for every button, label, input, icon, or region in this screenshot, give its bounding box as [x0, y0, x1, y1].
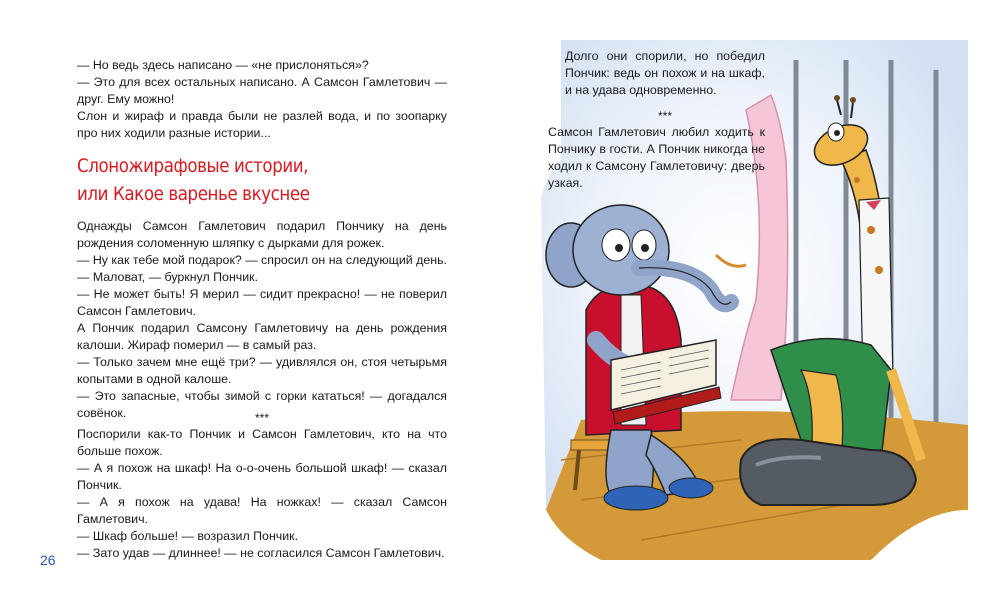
- right-text-block-2: [548, 124, 765, 192]
- section-separator: ***: [657, 109, 672, 123]
- paragraph: — Шкаф больше! — возразил Пончик.: [77, 529, 299, 543]
- paragraph: А Пончик подарил Самсону Гамлетовичу на день рождения калоши. Жираф померил — в самый раз.: [77, 321, 447, 352]
- chapter-title-line-2: или Какое варенье вкуснее: [77, 184, 310, 205]
- paragraph: — Это запасные, чтобы зимой с горки кататься! — догадался совёнок.: [77, 389, 447, 420]
- paragraph: — Только зачем мне ещё три? — удивлялся он, стоя четырьмя копытами в одной калоше.: [77, 355, 447, 386]
- right-text-block: [565, 48, 765, 99]
- paragraph: — Маловат, — буркнул Пончик.: [77, 270, 259, 284]
- paragraph: — Не может быть! Я мерил — сидит прекрасно! — не поверил Самсон Гамлетович.: [77, 287, 447, 318]
- page-number: 26: [40, 552, 56, 568]
- paragraph: — Ну как тебе мой подарок? — спросил он на следующий день.: [77, 253, 447, 267]
- chapter-title: [77, 153, 377, 209]
- paragraph: Однажды Самсон Гамлетович подарил Пончику на день рождения соломенную шляпку с дырками для рожек.: [77, 219, 447, 250]
- paragraph: Поспорили как-то Пончик и Самсон Гамлетович, кто на что больше похож.: [77, 427, 447, 458]
- paragraph: — А я похож на удава! На ножках! — сказал Самсон Гамлетович.: [77, 495, 447, 526]
- story-one-block: [77, 218, 447, 422]
- paragraph: — А я похож на шкаф! На о-о-очень большой шкаф! — сказал Пончик.: [77, 461, 447, 492]
- paragraph: — Зато удав — длиннее! — не согласился Самсон Гамлетович.: [77, 546, 445, 560]
- paragraph: — Но ведь здесь написано — «не прислоняться»?: [77, 58, 369, 72]
- section-separator: ***: [254, 411, 269, 425]
- chapter-title-line-1: Слоножирафовые истории,: [77, 156, 309, 177]
- story-two-block: [77, 426, 447, 562]
- paragraph: Самсон Гамлетович любил ходить к Пончику в гости. А Пончик никогда не ходил к Самсону Гамлетовичу: дверь узкая.: [548, 125, 765, 190]
- paragraph: Долго они спорили, но победил Пончик: ведь он похож и на шкаф, и на удава одновременно.: [565, 49, 765, 97]
- paragraph: — Это для всех остальных написано. А Самсон Гамлетович — друг. Ему можно!: [77, 75, 447, 106]
- intro-text-block: [77, 57, 447, 142]
- paragraph: Слон и жираф и правда были не разлей вода, и по зоопарку про них ходили разные истории...: [77, 109, 447, 140]
